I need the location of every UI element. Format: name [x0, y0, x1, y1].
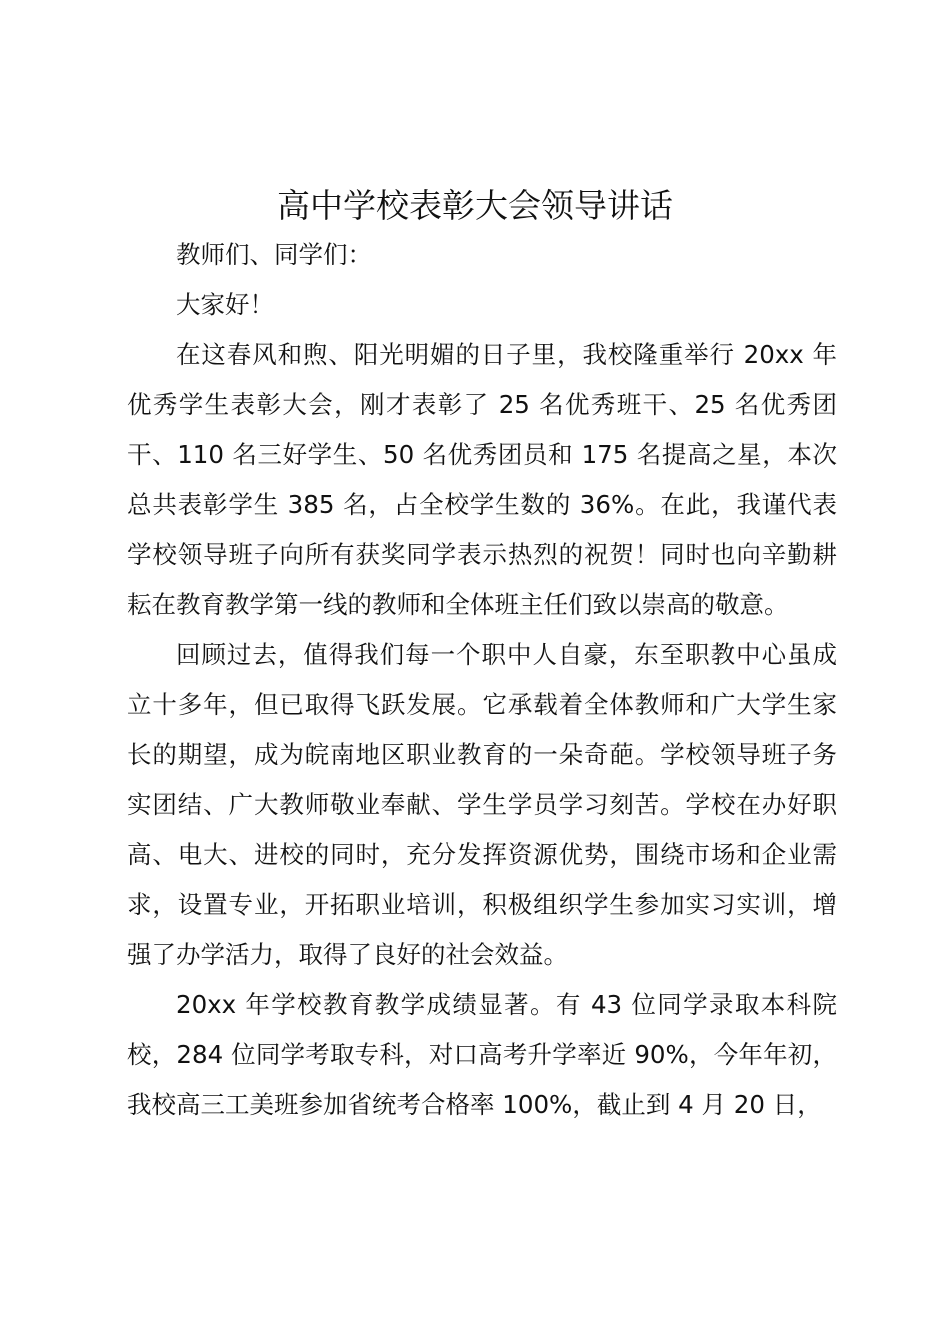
body-paragraph: 20xx 年学校教育教学成绩显著。有 43 位同学录取本科院校，284 位同学考取专科，对口高考升学率近 90%，今年年初，我校高三工美班参加省统考合格率 100%，截止到 4 月 20 日，: [127, 990, 837, 1119]
greeting-paragraph: 教师们、同学们：: [176, 240, 372, 269]
document-title: 高中学校表彰大会领导讲话: [277, 186, 673, 225]
document-body: [127, 230, 837, 1130]
body-paragraph: 在这春风和煦、阳光明媚的日子里，我校隆重举行 20xx 年优秀学生表彰大会，刚才表彰了 25 名优秀班干、25 名优秀团干、110 名三好学生、50 名优秀团员和 175 名提高之星，本次总共表彰学生 385 名，占全校学生数的 36%。在此，我谨代表学校领导班子向所有获奖同学表示热烈的祝贺！同时也向辛勤耕耘在教育教学第一线的教师和全体班主任们致以崇高的敬意。: [127, 340, 837, 619]
body-paragraph: 回顾过去，值得我们每一个职中人自豪，东至职教中心虽成立十多年，但已取得飞跃发展。它承载着全体教师和广大学生家长的期望，成为皖南地区职业教育的一朵奇葩。学校领导班子务实团结、广大教师敬业奉献、学生学员学习刻苦。学校在办好职高、电大、进校的同时，充分发挥资源优势，围绕市场和企业需求，设置专业，开拓职业培训，积极组织学生参加实习实训，增强了办学活力，取得了良好的社会效益。: [127, 640, 837, 969]
salutation-paragraph: 大家好！: [176, 290, 274, 319]
